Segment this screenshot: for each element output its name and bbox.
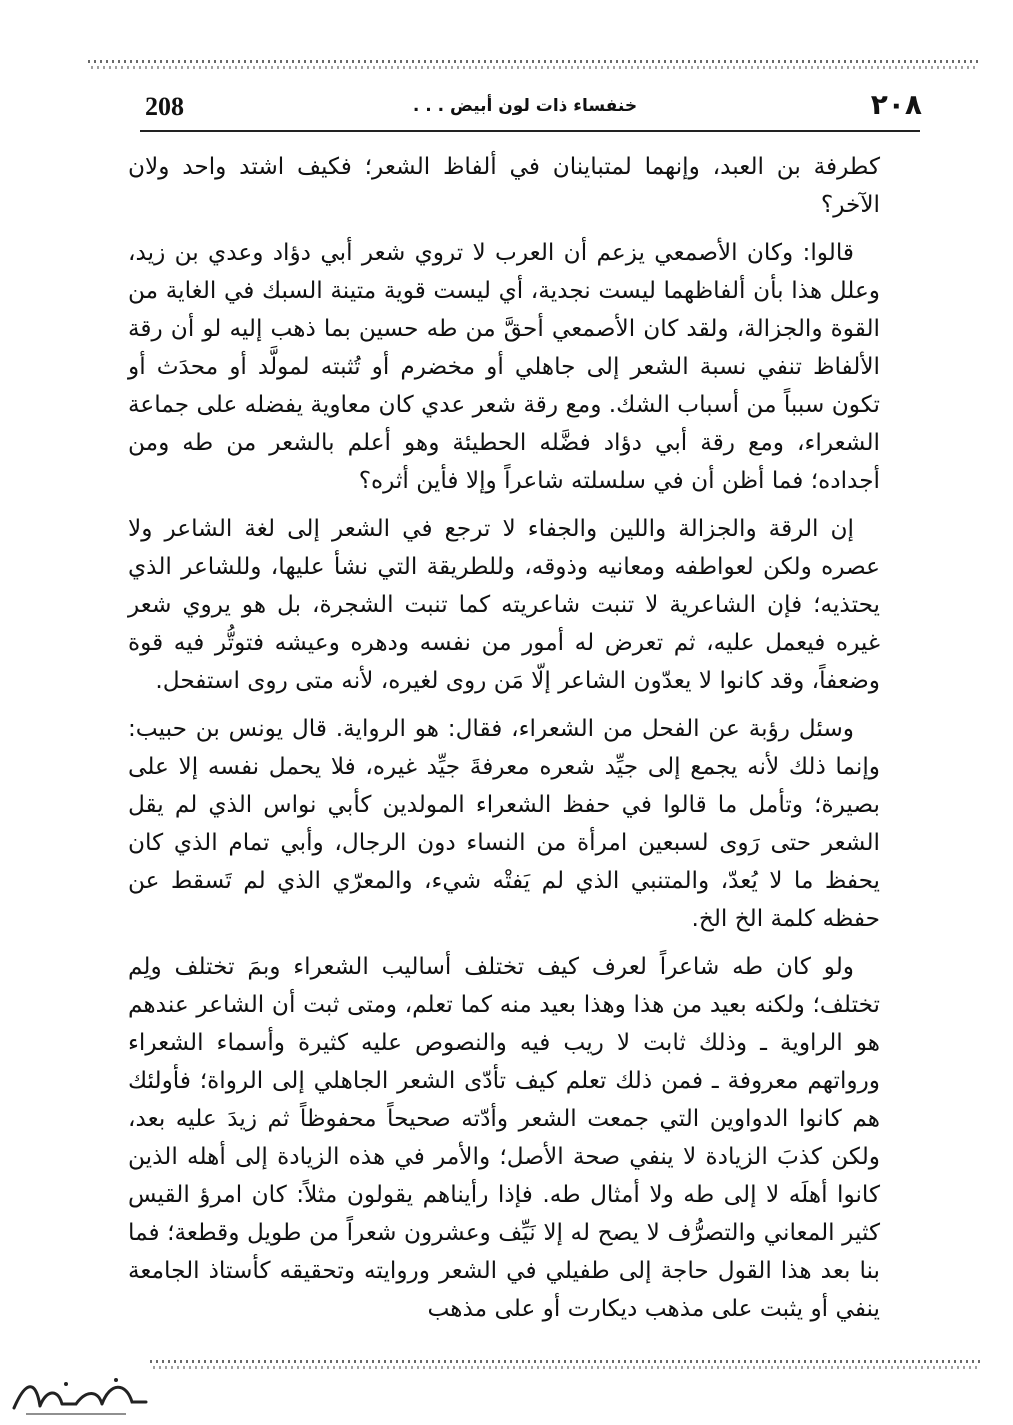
header-rule: [140, 130, 920, 132]
library-stamp-logo: [6, 1370, 156, 1422]
running-title: خنفساء ذات لون أبيض . . .: [412, 96, 638, 116]
top-ornamental-border: [88, 56, 978, 74]
body-text: [128, 148, 880, 1338]
paragraph-4: وسئل رؤبة عن الفحل من الشعراء، فقال: هو الرواية. قال يونس بن حبيب: وإنما ذلك لأنه يجمع إلى جيِّد شعره معرفةَ جيِّد غيره، فلا يحمل نفسه إلا على بصيرة؛ وتأمل ما قالوا في حفظ الشعراء المولدين كأبي نواس الذي لم يقل الشعر حتى رَوى لسبعين امرأة من النساء دون الرجال، وأبي تمام الذي كان يحفظ ما لا يُعدّ، والمتنبي الذي لم يَفتْه شيء، والمعرّي الذي لم تَسقط عن حفظه كلمة الخ الخ.: [128, 715, 880, 932]
bottom-ornamental-border: [150, 1358, 980, 1372]
paragraph-5: ولو كان طه شاعراً لعرف كيف تختلف أساليب الشعراء وبمَ تختلف ولِم تختلف؛ ولكنه بعيد من هذا وهذا بعيد منه كما تعلم، ومتى ثبت أن الشاعر عندهم هو الراوية ـ وذلك ثابت لا ريب فيه والنصوص عليه كثيرة وأسماء الشعراء ورواتهم معروفة ـ فمن ذلك تعلم كيف تأدّى الشعر الجاهلي إلى الرواة؛ فأولئك هم كانوا الدواوين التي جمعت الشعر وأدّته صحيحاً محفوظاً ثم زيدَ عليه بعد، ولكن كذبَ الزيادة لا ينفي صحة الأصل؛ والأمر في هذه الزيادة إلى أهله الذين كانوا أهلَه لا إلى طه ولا أمثال طه. فإذا رأيناهم يقولون مثلاً: كان امرؤ القيس كثير المعاني والتصرُّف لا يصح له إلا نَيِّف وعشرون شعراً من طويل وقطعة؛ فما بنا بعد هذا القول حاجة إلى طفيلي في الشعر وروايته وتحقيقه كأستاذ الجامعة ينفي أو يثبت على مذهب ديكارت أو على مذهب: [128, 953, 880, 1322]
page-header: [140, 84, 922, 132]
paragraph-2: قالوا: وكان الأصمعي يزعم أن العرب لا تروي شعر أبي دؤاد وعدي بن زيد، وعلل هذا بأن ألفاظهما ليست نجدية، أي ليست قوية متينة السبك في الغاية من القوة والجزالة، ولقد كان الأصمعي أحقَّ من طه حسين بما ذهب إليه لو أن رقة الألفاظ تنفي نسبة الشعر إلى جاهلي أو مخضرم أو تُثبته لمولَّد أو محدَث أو تكون سبباً من أسباب الشك. ومع رقة شعر عدي كان معاوية يفضله على جماعة الشعراء، ومع رقة أبي دؤاد فضَّله الحطيئة وهو أعلم بالشعر من طه ومن أجداده؛ فما أظن أن في سلسلته شاعراً وإلا فأين أثره؟: [128, 239, 880, 494]
page-number-latin: 208: [145, 92, 184, 121]
page-number-arabic: ٢٠٨: [870, 88, 922, 121]
paragraph-1: كطرفة بن العبد، وإنهما لمتباينان في ألفاظ الشعر؛ فكيف اشتد واحد ولان الآخر؟: [128, 153, 880, 218]
paragraph-3: إن الرقة والجزالة واللين والجفاء لا ترجع في الشعر إلى لغة الشاعر ولا عصره ولكن لعواطفه ومعانيه وذوقه، وللطريقة التي نشأ عليها، وللشاعر الذي يحتذيه؛ فإن الشاعرية لا تنبت شاعريته كما تنبت الشجرة، بل هو يروي شعر غيره فيعمل عليه، ثم تعرض له أمور من نفسه ودهره وعيشه فتوتُّر فيه قوة وضعفاً، وقد كانوا لا يعدّون الشاعر إلّا مَن روى لغيره، لأنه متى روى استفحل.: [128, 515, 880, 694]
